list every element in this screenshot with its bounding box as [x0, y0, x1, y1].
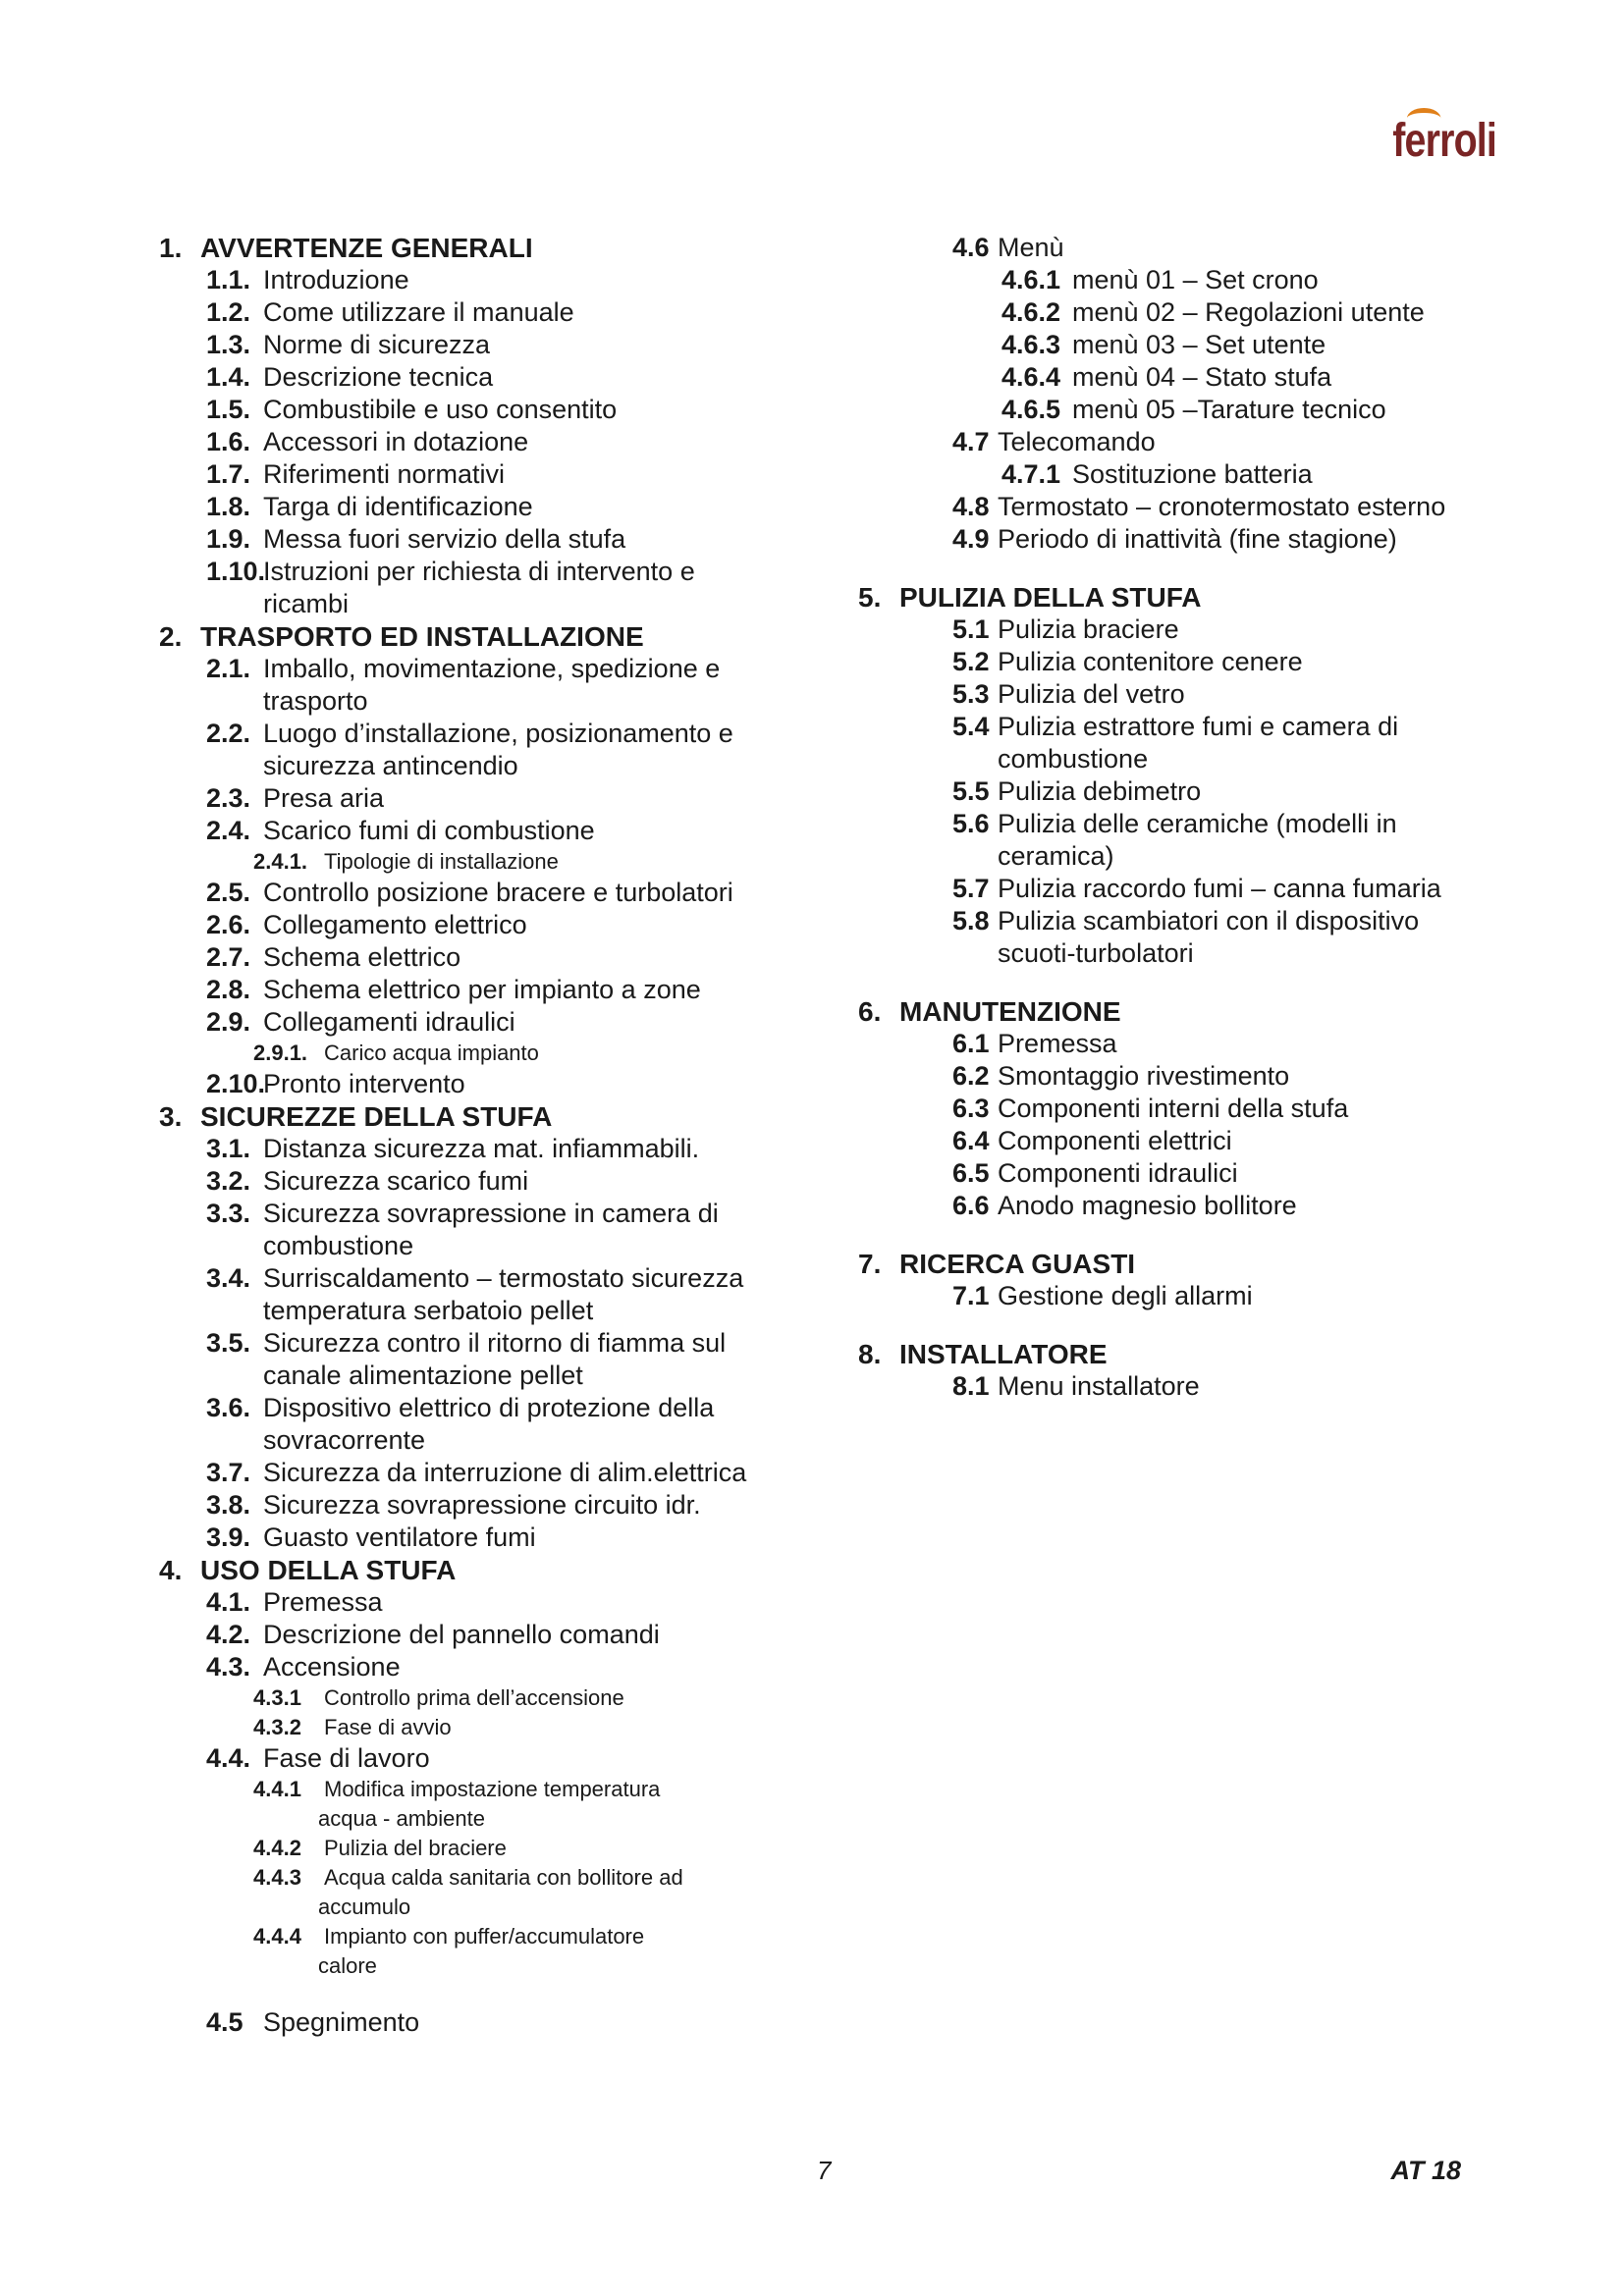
toc-entry[interactable] — [858, 426, 1545, 458]
toc-entry[interactable] — [159, 782, 846, 815]
toc-entry[interactable] — [159, 974, 846, 1006]
toc-entry-title: Pronto intervento — [263, 1069, 465, 1098]
toc-entry-title-continuation: sovracorrente — [263, 1425, 426, 1455]
toc-entry-title-continuation: combustione — [998, 744, 1149, 774]
toc-entry[interactable] — [159, 361, 846, 394]
toc-entry-title: Pulizia del vetro — [998, 679, 1185, 709]
toc-entry[interactable] — [858, 523, 1545, 556]
toc-entry[interactable] — [858, 808, 1545, 873]
toc-entry-number: 4.3.2 — [253, 1715, 301, 1739]
toc-entry-title-continuation: sicurezza antincendio — [263, 751, 518, 780]
toc-entry-number: 3.4. — [206, 1263, 251, 1293]
toc-entry-title: Imballo, movimentazione, spedizione e — [263, 654, 721, 683]
toc-entry-number: 4.5 — [206, 2007, 244, 2037]
toc-entry-number: 4.2. — [206, 1620, 251, 1649]
toc-entry[interactable] — [858, 646, 1545, 678]
toc-entry[interactable] — [159, 491, 846, 523]
toc-entry-number: 4.4.3 — [253, 1865, 301, 1890]
toc-entry-number: 3.5. — [206, 1328, 251, 1358]
section-gap — [858, 970, 1545, 995]
toc-entry[interactable] — [159, 329, 846, 361]
toc-entry[interactable] — [159, 718, 846, 782]
toc-section[interactable] — [858, 581, 1545, 614]
toc-entry[interactable] — [159, 1198, 846, 1262]
toc-entry-title-continuation: trasporto — [263, 686, 368, 716]
toc-entry-title: Anodo magnesio bollitore — [998, 1191, 1297, 1220]
toc-entry-number: 4.4.4 — [253, 1924, 301, 1949]
toc-entry[interactable] — [858, 394, 1545, 426]
toc-entry-number: 2.3. — [206, 783, 251, 813]
toc-entry-number: 4.7 — [952, 427, 990, 456]
toc-entry[interactable] — [159, 1262, 846, 1327]
toc-entry-title: Presa aria — [263, 783, 385, 813]
toc-entry-title: Istruzioni per richiesta di intervento e — [263, 557, 695, 586]
toc-entry[interactable] — [159, 815, 846, 847]
toc-entry-title: Descrizione tecnica — [263, 362, 494, 392]
toc-entry-number: 4.8 — [952, 492, 990, 521]
toc-entry-title-continuation: scuoti-turbolatori — [998, 938, 1194, 968]
toc-right-column — [858, 232, 1545, 1403]
toc-entry-title: PULIZIA DELLA STUFA — [899, 582, 1202, 613]
toc-entry-title-continuation: canale alimentazione pellet — [263, 1361, 583, 1390]
toc-entry[interactable] — [159, 877, 846, 909]
toc-entry-title: Combustibile e uso consentito — [263, 395, 618, 424]
toc-entry[interactable] — [159, 1068, 846, 1100]
toc-entry-title: Impianto con puffer/accumulatore — [324, 1924, 645, 1949]
toc-section[interactable] — [159, 232, 846, 264]
toc-entry-number: 1.3. — [206, 330, 251, 359]
toc-entry-title: Menù — [998, 233, 1064, 262]
toc-entry-title: Sostituzione batteria — [1072, 459, 1313, 489]
toc-entry-title-continuation: ricambi — [263, 589, 350, 618]
toc-entry-number: 5.2 — [952, 647, 990, 676]
toc-entry[interactable] — [159, 1457, 846, 1489]
toc-entry-number: 1.8. — [206, 492, 251, 521]
toc-entry-title: Pulizia braciere — [998, 614, 1179, 644]
toc-section[interactable] — [159, 620, 846, 653]
toc-entry-number: 5.8 — [952, 906, 990, 935]
toc-entry-title: Schema elettrico — [263, 942, 461, 972]
toc-entry[interactable] — [858, 905, 1545, 970]
toc-entry-title: Pulizia debimetro — [998, 776, 1202, 806]
toc-entry-title: Componenti elettrici — [998, 1126, 1232, 1155]
toc-entry-number: 5. — [858, 582, 882, 613]
toc-entry-title: Scarico fumi di combustione — [263, 816, 595, 845]
toc-entry-number: 5.3 — [952, 679, 990, 709]
toc-entry-title: SICUREZZE DELLA STUFA — [200, 1101, 553, 1132]
toc-entry-number: 4.6 — [952, 233, 990, 262]
toc-entry-number: 3.3. — [206, 1199, 251, 1228]
toc-entry[interactable] — [159, 1522, 846, 1554]
toc-entry[interactable] — [159, 1775, 846, 1834]
toc-entry-number: 4.4. — [206, 1743, 251, 1773]
toc-entry-number: 3. — [159, 1101, 183, 1132]
section-gap — [858, 556, 1545, 581]
toc-entry[interactable] — [858, 1060, 1545, 1093]
toc-entry-number: 1.9. — [206, 524, 251, 554]
toc-left-column — [159, 232, 846, 2039]
toc-entry-title: Premessa — [263, 1587, 383, 1617]
toc-entry[interactable] — [858, 232, 1545, 264]
toc-entry-number: 6.4 — [952, 1126, 990, 1155]
toc-entry-number: 6. — [858, 996, 882, 1027]
toc-entry[interactable] — [159, 1165, 846, 1198]
toc-entry-title: Descrizione del pannello comandi — [263, 1620, 660, 1649]
toc-entry-title: menù 05 –Tarature tecnico — [1072, 395, 1386, 424]
toc-entry-title: Carico acqua impianto — [324, 1041, 539, 1065]
toc-entry[interactable] — [159, 458, 846, 491]
toc-entry-title: Schema elettrico per impianto a zone — [263, 975, 701, 1004]
toc-entry-number: 1.1. — [206, 265, 251, 294]
toc-section[interactable] — [159, 1554, 846, 1586]
toc-entry-title: Controllo posizione bracere e turbolatori — [263, 878, 733, 907]
toc-entry-title: Distanza sicurezza mat. infiammabili. — [263, 1134, 700, 1163]
toc-entry-number: 6.3 — [952, 1094, 990, 1123]
toc-entry-title: Fase di avvio — [324, 1715, 452, 1739]
toc-entry-title: Smontaggio rivestimento — [998, 1061, 1290, 1091]
toc-entry-title: RICERCA GUASTI — [899, 1249, 1136, 1279]
toc-entry-number: 4.3.1 — [253, 1685, 301, 1710]
toc-entry-title: Accensione — [263, 1652, 401, 1682]
toc-entry[interactable] — [858, 1370, 1545, 1403]
toc-entry[interactable] — [159, 1922, 846, 1981]
toc-entry-title-continuation: ceramica) — [998, 841, 1114, 871]
toc-entry-title: AVVERTENZE GENERALI — [200, 233, 533, 263]
toc-entry-number: 1.10. — [206, 557, 266, 586]
toc-entry[interactable] — [159, 1834, 846, 1863]
toc-entry-number: 2. — [159, 621, 183, 652]
toc-entry-number: 2.9. — [206, 1007, 251, 1037]
toc-entry-title: Controllo prima dell’accensione — [324, 1685, 624, 1710]
toc-entry-number: 3.1. — [206, 1134, 251, 1163]
toc-entry-number: 6.1 — [952, 1029, 990, 1058]
toc-entry[interactable] — [159, 847, 846, 877]
toc-entry-number: 2.10. — [206, 1069, 266, 1098]
toc-entry-title: Norme di sicurezza — [263, 330, 491, 359]
toc-entry-number: 2.4. — [206, 816, 251, 845]
toc-entry[interactable] — [858, 614, 1545, 646]
toc-entry-number: 5.6 — [952, 809, 990, 838]
toc-entry-number: 2.2. — [206, 719, 251, 748]
toc-entry-title: Periodo di inattività (fine stagione) — [998, 524, 1397, 554]
toc-entry-title: Pulizia estrattore fumi e camera di — [998, 712, 1399, 741]
toc-entry-number: 2.4.1. — [253, 849, 308, 874]
toc-entry-number: 1. — [159, 233, 183, 263]
toc-entry-title: Targa di identificazione — [263, 492, 533, 521]
toc-entry-title: menù 01 – Set crono — [1072, 265, 1319, 294]
toc-entry[interactable] — [159, 1392, 846, 1457]
toc-entry[interactable] — [858, 1280, 1545, 1312]
toc-entry[interactable] — [858, 1093, 1545, 1125]
toc-entry-number: 4.4.2 — [253, 1836, 301, 1860]
toc-entry-number: 2.6. — [206, 910, 251, 939]
toc-entry[interactable] — [159, 556, 846, 620]
toc-entry-number: 7. — [858, 1249, 882, 1279]
toc-entry-title: Telecomando — [998, 427, 1156, 456]
toc-entry-title: Fase di lavoro — [263, 1743, 430, 1773]
toc-entry-number: 4.6.1 — [1001, 265, 1061, 294]
logo-text: ferroli — [1392, 115, 1496, 167]
toc-entry-number: 1.2. — [206, 297, 251, 327]
toc-entry[interactable] — [858, 775, 1545, 808]
toc-entry[interactable] — [858, 711, 1545, 775]
toc-entry[interactable] — [858, 1125, 1545, 1157]
toc-entry-number: 5.1 — [952, 614, 990, 644]
toc-entry-title-continuation: combustione — [263, 1231, 414, 1260]
toc-entry-title: Luogo d’installazione, posizionamento e — [263, 719, 733, 748]
toc-entry[interactable] — [159, 909, 846, 941]
toc-entry-number: 4. — [159, 1555, 183, 1585]
toc-entry-title: Premessa — [998, 1029, 1117, 1058]
toc-entry-title: Spegnimento — [263, 2007, 420, 2037]
toc-entry-number: 3.2. — [206, 1166, 251, 1196]
toc-entry-title: Accessori in dotazione — [263, 427, 529, 456]
toc-entry-title: Collegamenti idraulici — [263, 1007, 515, 1037]
toc-entry[interactable] — [159, 1863, 846, 1922]
toc-entry-title: Sicurezza contro il ritorno di fiamma sul — [263, 1328, 727, 1358]
page-number: 7 — [817, 2156, 832, 2185]
toc-entry-number: 4.3. — [206, 1652, 251, 1682]
toc-entry-title: Tipologie di installazione — [324, 849, 559, 874]
toc-section[interactable] — [858, 1248, 1545, 1280]
toc-entry-number: 8.1 — [952, 1371, 990, 1401]
toc-entry[interactable] — [858, 1028, 1545, 1060]
toc-entry-title: Pulizia del braciere — [324, 1836, 507, 1860]
toc-entry[interactable] — [159, 1713, 846, 1742]
toc-entry-title: menù 04 – Stato stufa — [1072, 362, 1332, 392]
section-gap — [858, 1312, 1545, 1338]
toc-entry-title: Come utilizzare il manuale — [263, 297, 574, 327]
toc-entry-number: 5.4 — [952, 712, 990, 741]
toc-entry[interactable] — [159, 2006, 846, 2039]
toc-entry[interactable] — [858, 491, 1545, 523]
toc-entry-title: menù 02 – Regolazioni utente — [1072, 297, 1425, 327]
toc-entry[interactable] — [159, 264, 846, 296]
toc-entry-number: 6.2 — [952, 1061, 990, 1091]
toc-entry-number: 8. — [858, 1339, 882, 1369]
toc-entry-title: Introduzione — [263, 265, 409, 294]
toc-entry-title-continuation: acqua - ambiente — [318, 1806, 485, 1831]
toc-entry-title: Componenti interni della stufa — [998, 1094, 1349, 1123]
toc-entry[interactable] — [159, 1586, 846, 1619]
section-gap — [858, 1222, 1545, 1248]
toc-entry[interactable] — [159, 394, 846, 426]
toc-entry[interactable] — [159, 1327, 846, 1392]
toc-entry-title-continuation: calore — [318, 1953, 377, 1978]
toc-entry[interactable] — [159, 1006, 846, 1039]
toc-entry-title: Sicurezza sovrapressione in camera di — [263, 1199, 719, 1228]
toc-entry-number: 6.5 — [952, 1158, 990, 1188]
toc-entry[interactable] — [159, 1742, 846, 1775]
toc-entry[interactable] — [858, 296, 1545, 329]
toc-entry-number: 2.9.1. — [253, 1041, 308, 1065]
toc-entry-number: 3.8. — [206, 1490, 251, 1520]
toc-entry[interactable] — [159, 523, 846, 556]
toc-section[interactable] — [858, 995, 1545, 1028]
toc-entry-title-continuation: accumulo — [318, 1895, 411, 1919]
model-label: AT 18 — [1390, 2156, 1461, 2185]
toc-entry[interactable] — [159, 1133, 846, 1165]
toc-entry[interactable] — [159, 1619, 846, 1651]
toc-entry-number: 5.7 — [952, 874, 990, 903]
toc-entry-title: Messa fuori servizio della stufa — [263, 524, 626, 554]
toc-entry-title: Sicurezza da interruzione di alim.elettrica — [263, 1458, 747, 1487]
toc-entry-number: 2.8. — [206, 975, 251, 1004]
toc-entry[interactable] — [858, 361, 1545, 394]
toc-entry-number: 4.7.1 — [1001, 459, 1061, 489]
toc-entry-number: 4.6.3 — [1001, 330, 1061, 359]
toc-entry[interactable] — [858, 1190, 1545, 1222]
toc-entry[interactable] — [159, 426, 846, 458]
toc-entry-title: Menu installatore — [998, 1371, 1200, 1401]
toc-entry-title: Componenti idraulici — [998, 1158, 1238, 1188]
toc-entry-title: Guasto ventilatore fumi — [263, 1522, 536, 1552]
toc-entry[interactable] — [159, 1683, 846, 1713]
toc-entry-number: 3.7. — [206, 1458, 251, 1487]
toc-entry-title: Sicurezza sovrapressione circuito idr. — [263, 1490, 701, 1520]
toc-entry-title: menù 03 – Set utente — [1072, 330, 1326, 359]
toc-entry[interactable] — [159, 941, 846, 974]
toc-entry-title: Sicurezza scarico fumi — [263, 1166, 529, 1196]
toc-entry-number: 4.6.5 — [1001, 395, 1061, 424]
toc-entry[interactable] — [858, 1157, 1545, 1190]
toc-entry-number: 1.4. — [206, 362, 251, 392]
toc-entry-number: 7.1 — [952, 1281, 990, 1310]
toc-entry-number: 5.5 — [952, 776, 990, 806]
toc-entry-title: Collegamento elettrico — [263, 910, 527, 939]
toc-entry-title: Pulizia raccordo fumi – canna fumaria — [998, 874, 1441, 903]
toc-entry-title: Dispositivo elettrico di protezione della — [263, 1393, 715, 1422]
toc-entry-title: Termostato – cronotermostato esterno — [998, 492, 1446, 521]
toc-entry[interactable] — [858, 678, 1545, 711]
toc-entry-number: 4.6.4 — [1001, 362, 1061, 392]
toc-entry-title: Pulizia contenitore cenere — [998, 647, 1303, 676]
toc-entry-title: Gestione degli allarmi — [998, 1281, 1253, 1310]
toc-entry-number: 4.6.2 — [1001, 297, 1061, 327]
toc-entry-title: Pulizia scambiatori con il dispositivo — [998, 906, 1420, 935]
toc-section[interactable] — [159, 1100, 846, 1133]
toc-entry-number: 1.7. — [206, 459, 251, 489]
brand-logo — [1392, 114, 1496, 168]
toc-entry-number: 2.1. — [206, 654, 251, 683]
toc-entry-title: USO DELLA STUFA — [200, 1555, 457, 1585]
toc-entry[interactable] — [159, 1039, 846, 1068]
section-gap — [159, 1981, 846, 2006]
toc-entry-number: 3.6. — [206, 1393, 251, 1422]
toc-entry-title: INSTALLATORE — [899, 1339, 1108, 1369]
toc-entry-number: 2.5. — [206, 878, 251, 907]
toc-entry-title: Modifica impostazione temperatura — [324, 1777, 661, 1801]
toc-section[interactable] — [858, 1338, 1545, 1370]
toc-entry-number: 4.9 — [952, 524, 990, 554]
toc-entry[interactable] — [858, 264, 1545, 296]
toc-entry[interactable] — [858, 873, 1545, 905]
toc-entry[interactable] — [858, 329, 1545, 361]
toc-entry-title: MANUTENZIONE — [899, 996, 1121, 1027]
toc-entry-number: 2.7. — [206, 942, 251, 972]
toc-entry-title: Pulizia delle ceramiche (modelli in — [998, 809, 1397, 838]
toc-entry-title: Riferimenti normativi — [263, 459, 506, 489]
logo-flame-icon — [1407, 108, 1440, 129]
toc-entry-number: 3.9. — [206, 1522, 251, 1552]
toc-entry-number: 4.4.1 — [253, 1777, 301, 1801]
toc-entry[interactable] — [159, 1651, 846, 1683]
toc-entry-number: 4.1. — [206, 1587, 251, 1617]
toc-entry-title-continuation: temperatura serbatoio pellet — [263, 1296, 594, 1325]
toc-entry-number: 1.5. — [206, 395, 251, 424]
toc-entry[interactable] — [159, 653, 846, 718]
toc-entry[interactable] — [858, 458, 1545, 491]
toc-entry[interactable] — [159, 296, 846, 329]
toc-entry-title: TRASPORTO ED INSTALLAZIONE — [200, 621, 644, 652]
toc-entry-number: 6.6 — [952, 1191, 990, 1220]
toc-entry[interactable] — [159, 1489, 846, 1522]
toc-entry-title: Surriscaldamento – termostato sicurezza — [263, 1263, 744, 1293]
toc-entry-title: Acqua calda sanitaria con bollitore ad — [324, 1865, 683, 1890]
toc-entry-number: 1.6. — [206, 427, 251, 456]
